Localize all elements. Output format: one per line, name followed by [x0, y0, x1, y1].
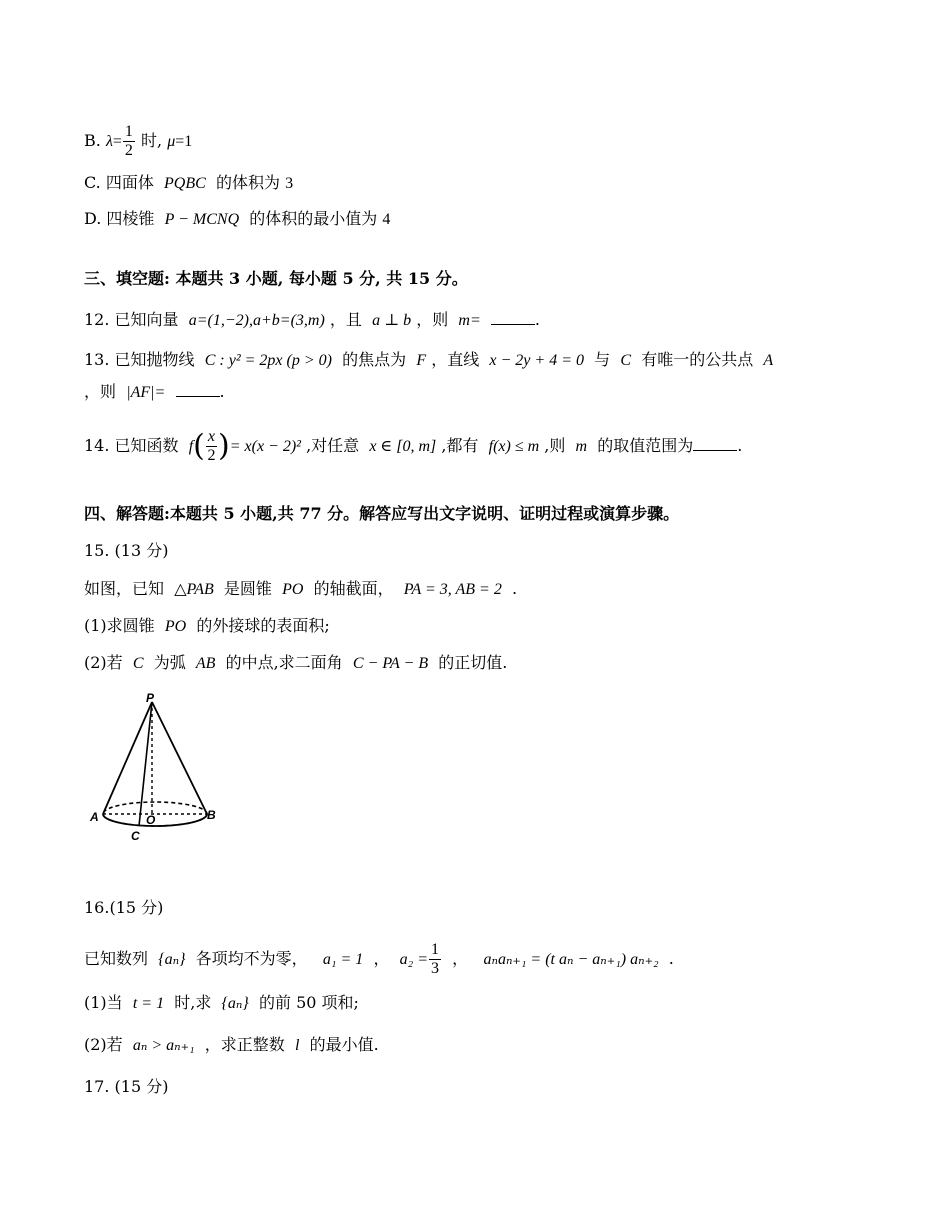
question-13-cont [84, 380, 225, 404]
question-15-part2 [84, 652, 507, 675]
option-c [84, 172, 293, 195]
edge-PC [139, 702, 152, 826]
question-text: (1)当 [84, 993, 123, 1012]
question-15-intro [84, 578, 517, 601]
mu-value: =1 [175, 133, 193, 150]
punct: . [737, 436, 743, 455]
mu-symbol: μ [167, 133, 176, 150]
question-text: (2)若 [84, 1035, 123, 1054]
answer-blank[interactable] [693, 434, 737, 451]
question-16-part1 [84, 992, 359, 1015]
question-text: ,对任意 [306, 436, 360, 455]
question-16-heading: 16.(15 分) [84, 898, 164, 917]
math-expr: △PAB [174, 581, 214, 598]
math-var: C [132, 655, 144, 672]
option-text: 时, [141, 131, 163, 150]
math-expr: |AF|= [126, 384, 166, 401]
edge-PB [152, 702, 207, 814]
punct: . [668, 949, 674, 968]
label-O: O [146, 813, 156, 827]
question-text: ，直线 [431, 350, 480, 369]
punct: ， [452, 949, 469, 968]
edge-PA [103, 702, 152, 814]
question-text: 与 [594, 350, 611, 369]
question-text: 的取值范围为 [597, 436, 694, 455]
fraction-denominator: 2 [124, 142, 133, 159]
math-var: F [416, 352, 427, 369]
option-value: 3 [285, 175, 294, 192]
math-expr: a=(1,−2),a+b=(3,m) [188, 312, 325, 329]
fraction-numerator: x [207, 428, 215, 445]
question-text: (2)若 [84, 653, 123, 672]
fraction-numerator: 1 [431, 941, 439, 958]
question-16-part2 [84, 1034, 379, 1057]
fraction [429, 941, 441, 978]
question-text: 的轴截面， [313, 579, 394, 598]
math-expr: {aₙ} [158, 951, 186, 968]
label-P: P [146, 691, 155, 705]
option-label: B. [84, 131, 101, 150]
punct: . [534, 310, 541, 329]
option-value: 4 [382, 211, 391, 228]
question-17-heading: 17. (15 分) [84, 1077, 169, 1096]
option-d [84, 208, 390, 231]
question-text: 是圆锥 [223, 579, 272, 598]
question-14: 14. 已知函数 f( $\frac{x}{2}$ )= x(x − 2)² ,对任意 x ∈ [0, m] ,都有 f(x) ≤ m ,则 m 的取值范围为 . [84, 428, 743, 464]
label-B: B [207, 808, 216, 822]
question-number: 13. 已知抛物线 [84, 350, 195, 369]
math-var: C [620, 352, 632, 369]
math-expr: PA = 3, AB = 2 [403, 581, 502, 598]
question-text: (1)求圆锥 [84, 616, 155, 635]
question-13 [84, 349, 773, 372]
math-expr: m= [458, 312, 481, 329]
math-var: AB [195, 655, 216, 672]
label-A: A [90, 810, 99, 824]
question-text: ，求正整数 [204, 1035, 285, 1054]
question-text: ，则 [416, 310, 449, 329]
section-heading-solutions: 四、解答题:本题共 5 小题,共 77 分。解答应写出文字说明、证明过程或演算步骤。 [84, 504, 680, 523]
fraction-numerator: 1 [124, 123, 133, 140]
math-var: P − MCNQ [164, 211, 240, 228]
math-expr: C − PA − B [352, 655, 429, 672]
section-heading-fill-in: 三、填空题: 本题共 3 小题, 每小题 5 分, 共 15 分。 [84, 269, 468, 288]
math-var: PO [164, 618, 187, 635]
cone-figure [84, 690, 234, 850]
question-text: 的焦点为 [342, 350, 407, 369]
math-expr: aₙ > aₙ₊₁ [132, 1037, 195, 1054]
question-text: 的外接球的表面积; [196, 616, 330, 635]
math-expr: x − 2y + 4 = 0 [489, 352, 584, 369]
question-text: 各项均不为零， [195, 949, 308, 968]
punct: . [219, 382, 225, 401]
math-expr: aₙaₙ₊₁ = (t aₙ − aₙ₊₁) aₙ₊₂ [483, 951, 659, 968]
math-var: A [763, 352, 774, 369]
question-text: 有唯一的公共点 [641, 350, 754, 369]
math-expr: = x(x − 2)² [229, 438, 301, 455]
math-var: PO [282, 581, 304, 598]
question-text: 为弧 [153, 653, 186, 672]
option-label: D. 四棱锥 [84, 209, 155, 228]
option-b: B. λ= $\frac{1}{2}$ 时, μ=1 [84, 123, 193, 159]
math-var: m [575, 438, 588, 455]
question-text: ,都有 [441, 436, 479, 455]
question-text: 已知数列 [84, 949, 149, 968]
fraction [206, 428, 217, 465]
fraction-denominator: 2 [207, 447, 216, 464]
question-15-heading: 15. (13 分) [84, 541, 169, 560]
question-text: ，且 [329, 310, 362, 329]
question-number: 14. 已知函数 [84, 436, 179, 455]
fraction-denominator: 3 [431, 960, 439, 977]
math-var: f [188, 438, 194, 455]
question-text: 的前 50 项和; [258, 993, 359, 1012]
math-expr: f(x) ≤ m [488, 438, 540, 455]
math-expr: {aₙ} [221, 995, 249, 1012]
math-var: l [294, 1037, 300, 1054]
math-expr: a₂ = [399, 951, 428, 968]
question-text: 的正切值. [438, 653, 508, 672]
math-expr: C : y² = 2px (p > 0) [204, 352, 332, 369]
option-text: 的体积为 [215, 173, 280, 192]
answer-blank[interactable] [491, 308, 535, 325]
answer-blank[interactable] [176, 380, 220, 397]
math-expr: t = 1 [132, 995, 165, 1012]
question-number: 12. 已知向量 [84, 310, 179, 329]
question-12 [84, 308, 540, 332]
punct: . [512, 579, 518, 598]
punct: ， [373, 949, 390, 968]
question-15-part1 [84, 615, 330, 638]
question-text: 的最小值. [309, 1035, 379, 1054]
fraction [123, 123, 135, 160]
question-16-intro [84, 941, 674, 978]
lambda-symbol: λ [105, 133, 113, 150]
math-expr: a ⊥ b [372, 312, 412, 329]
question-text: ，则 [84, 382, 117, 401]
question-text: 如图，已知 [84, 579, 165, 598]
label-C: C [131, 829, 140, 843]
question-text: 时,求 [174, 993, 212, 1012]
option-text: 的体积的最小值为 [249, 209, 378, 228]
math-var: PQBC [164, 175, 206, 192]
math-expr: a₁ = 1 [322, 951, 364, 968]
math-expr: x ∈ [0, m] [369, 438, 437, 455]
question-text: ,则 [544, 436, 566, 455]
question-text: 的中点,求二面角 [225, 653, 343, 672]
option-label: C. 四面体 [84, 173, 154, 192]
